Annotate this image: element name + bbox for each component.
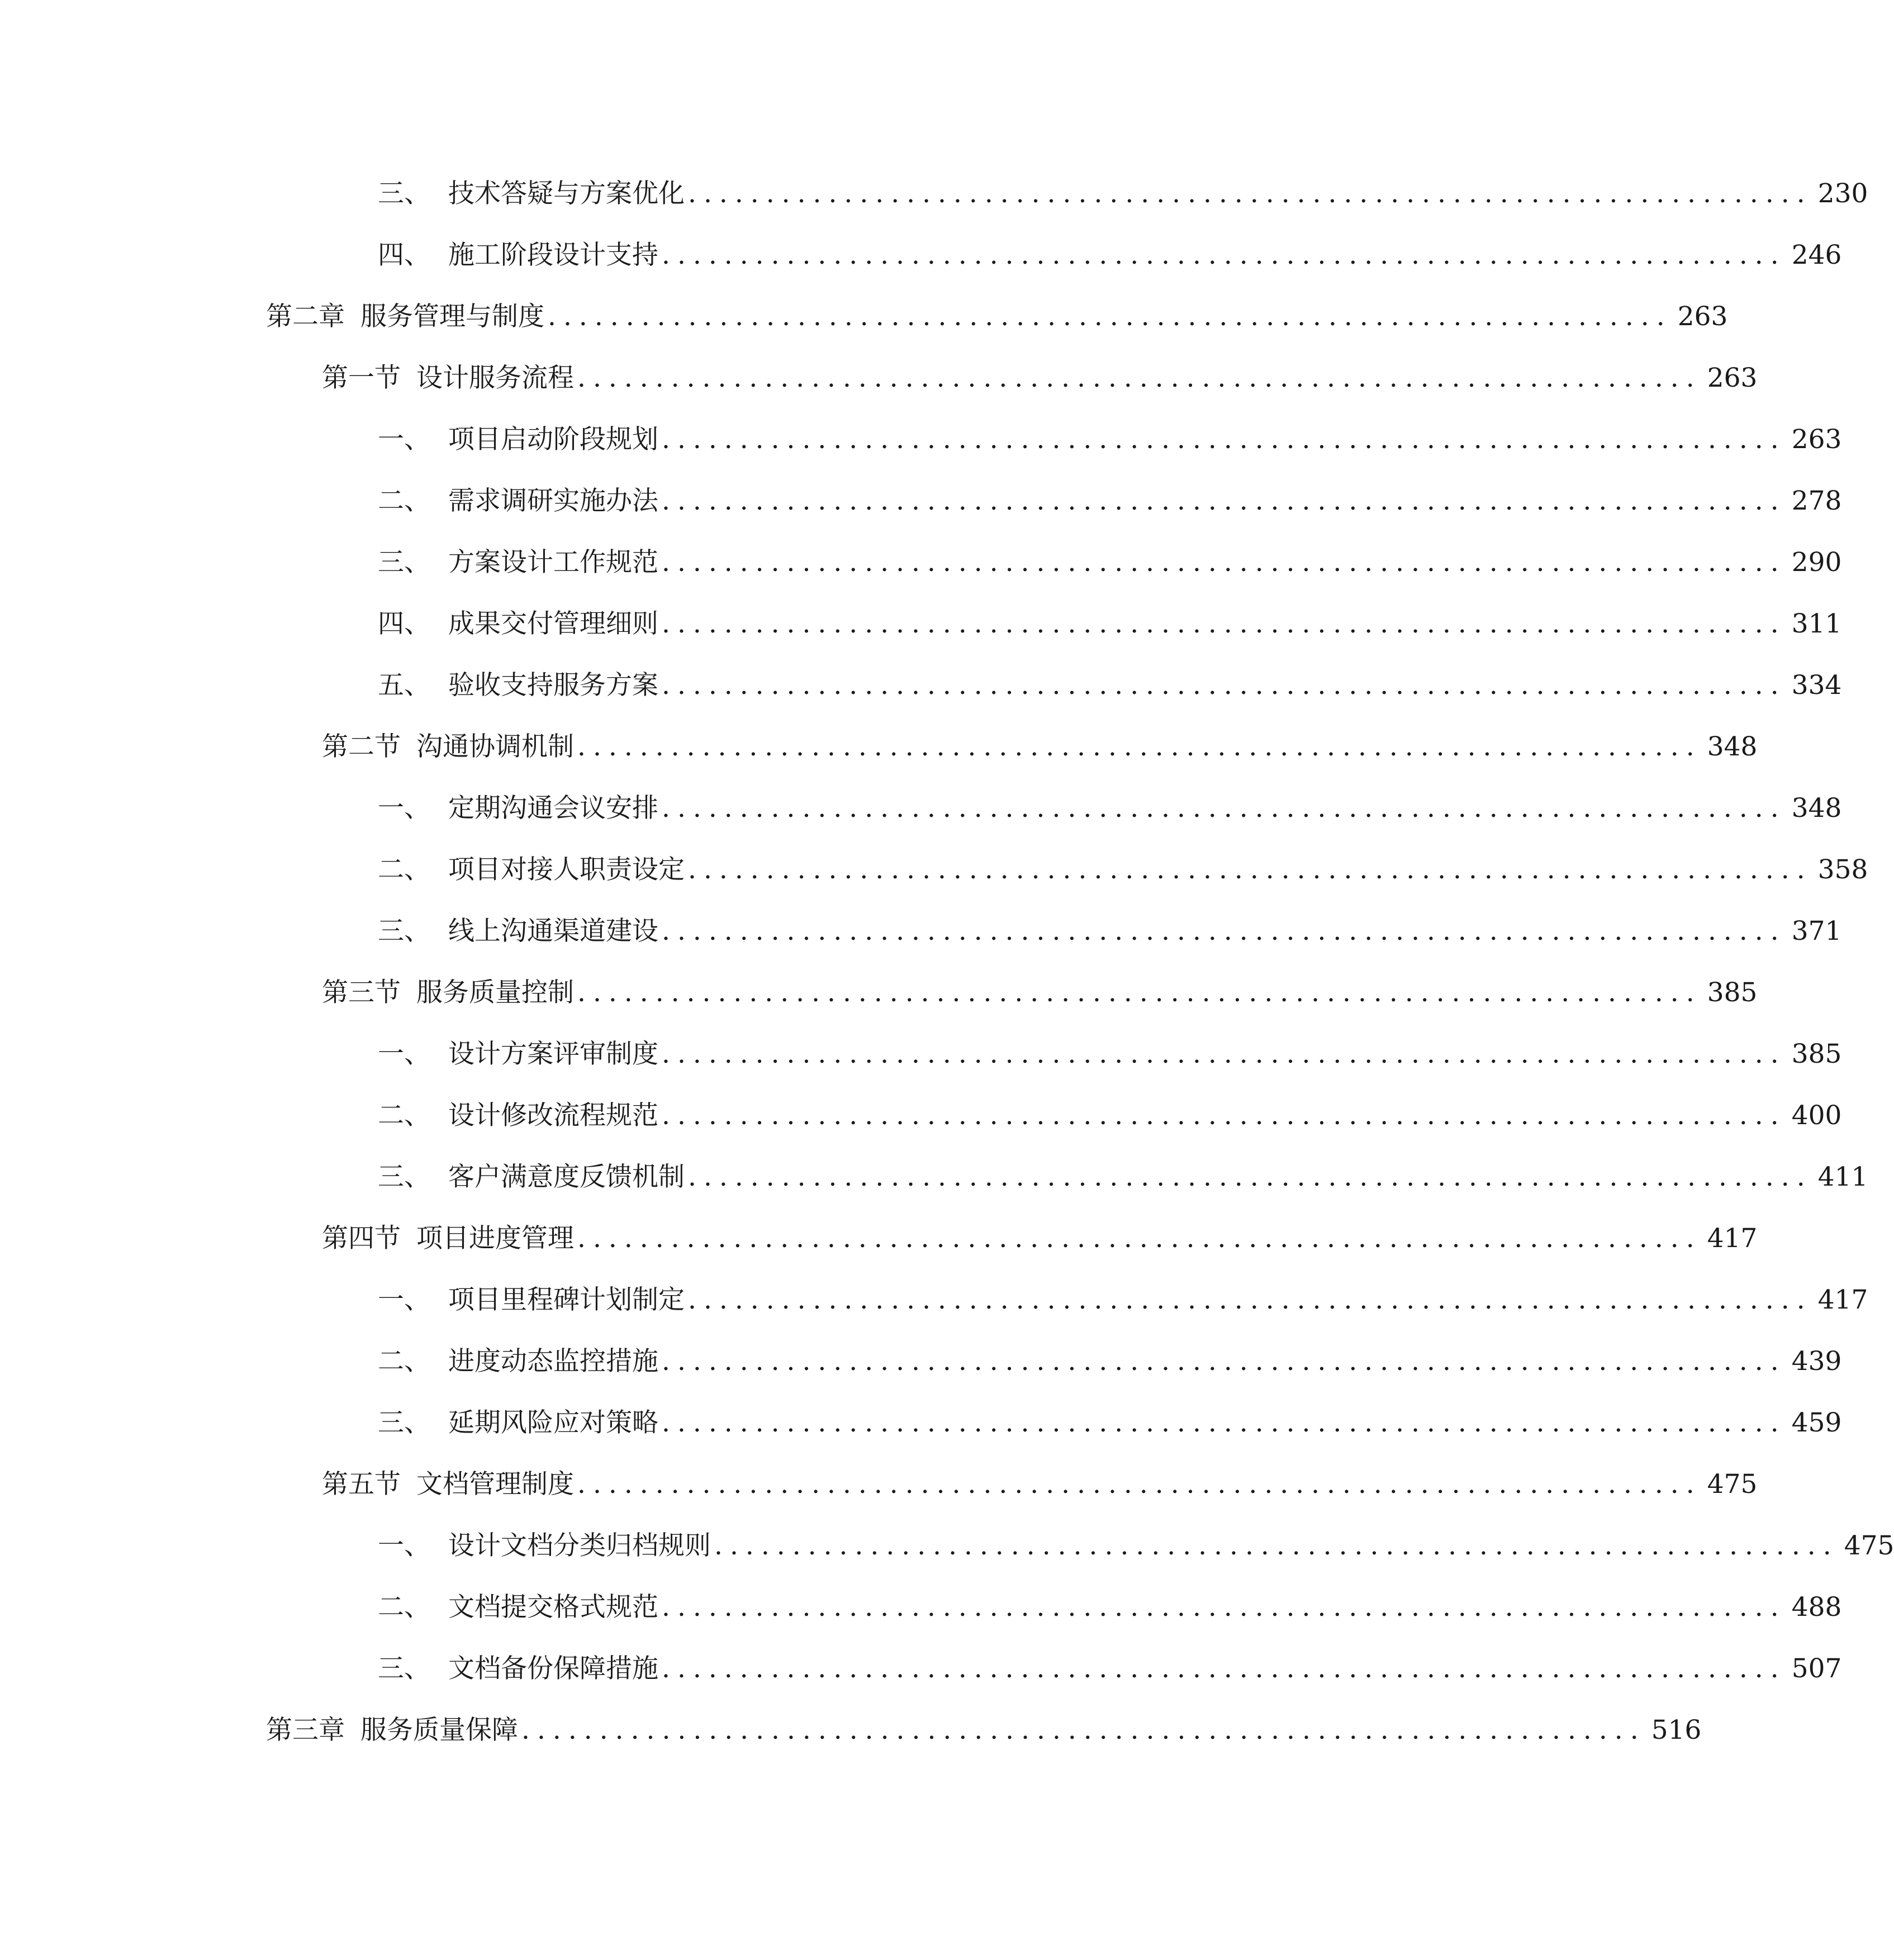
toc-entry[interactable] [378,162,1868,209]
dot-leader: ........................................................................ [577,1469,1702,1500]
dot-leader: ........................................................................ [662,1592,1786,1623]
toc-entry-page: 459 [1791,1407,1842,1438]
toc-entry-title: 服务质量控制 [416,977,574,1008]
toc-entry[interactable] [322,346,1758,393]
toc-entry[interactable] [378,469,1842,516]
toc-entry-title: 项目进度管理 [416,1223,574,1254]
dot-leader: ........................................................................ [662,1653,1786,1684]
toc-entry[interactable] [266,285,1728,332]
toc-entry-marker: 一、 [378,1285,430,1315]
dot-leader: ........................................................................ [548,301,1672,332]
dot-leader: ........................................................................ [662,424,1786,455]
toc-entry-page: 488 [1791,1592,1842,1623]
toc-entry-marker: 二、 [378,1346,430,1377]
toc-entry-page: 475 [1844,1530,1894,1561]
toc-entry-page: 348 [1791,793,1842,824]
toc-entry-marker: 二、 [378,486,430,516]
toc-entry[interactable] [378,1330,1842,1377]
toc-entry-page: 230 [1817,178,1868,209]
toc-entry-page: 417 [1707,1223,1758,1254]
toc-entry[interactable] [378,1391,1842,1438]
dot-leader: ........................................................................ [688,178,1812,209]
toc-entry-title: 成果交付管理细则 [448,608,658,639]
toc-entry-marker: 一、 [378,793,430,824]
toc-entry-marker: 三、 [378,1162,430,1192]
toc-entry-page: 417 [1817,1285,1868,1315]
toc-entry-page: 263 [1707,363,1758,393]
toc-entry-marker: 二、 [378,854,430,885]
toc-entry[interactable] [378,1084,1842,1131]
dot-leader: ........................................................................ [662,1407,1786,1438]
toc-entry-title: 设计服务流程 [416,363,574,393]
toc-entry[interactable] [378,838,1868,885]
toc-entry-marker: 第五节 [322,1469,401,1500]
toc-entry-title: 文档管理制度 [416,1469,574,1500]
dot-leader: ........................................................................ [662,240,1786,270]
toc-entry-marker: 第一节 [322,363,401,393]
toc-entry-page: 246 [1791,240,1842,270]
toc-entry-title: 进度动态监控措施 [448,1346,658,1377]
dot-leader: ........................................................................ [521,1715,1646,1745]
toc-entry[interactable] [322,1207,1758,1254]
toc-entry-title: 技术答疑与方案优化 [448,178,685,209]
toc-entry[interactable] [378,531,1842,578]
toc-entry-page: 516 [1651,1715,1702,1745]
toc-entry-title: 服务质量保障 [360,1715,518,1745]
toc-entry-marker: 一、 [378,1039,430,1069]
toc-entry-title: 文档提交格式规范 [448,1592,658,1623]
toc-entry[interactable] [378,654,1842,701]
dot-leader: ........................................................................ [577,731,1702,762]
toc-entry[interactable] [322,715,1758,762]
toc-entry-marker: 第二章 [266,301,345,332]
toc-entry-title: 延期风险应对策略 [448,1407,658,1438]
toc-entry-marker: 三、 [378,1407,430,1438]
dot-leader: ........................................................................ [577,977,1702,1008]
dot-leader: ........................................................................ [662,608,1786,639]
toc-entry[interactable] [378,777,1842,824]
toc-entry[interactable] [378,408,1842,455]
toc-entry-title: 方案设计工作规范 [448,547,658,578]
toc-entry-page: 311 [1791,608,1842,639]
toc-entry-page: 348 [1707,731,1758,762]
toc-entry-marker: 三、 [378,547,430,578]
toc-entry-title: 施工阶段设计支持 [448,240,658,270]
toc-entry-title: 验收支持服务方案 [448,670,658,701]
dot-leader: ........................................................................ [688,1162,1812,1192]
toc-entry-title: 需求调研实施办法 [448,486,658,516]
toc-entry-marker: 三、 [378,1653,430,1684]
toc-entry[interactable] [378,1145,1868,1192]
dot-leader: ........................................................................ [662,1346,1786,1377]
toc-entry-marker: 五、 [378,670,430,701]
toc-entry-title: 线上沟通渠道建设 [448,916,658,946]
toc-entry-marker: 第二节 [322,731,401,762]
toc-entry-marker: 二、 [378,1592,430,1623]
toc-entry[interactable] [378,900,1842,946]
toc-entry-page: 358 [1817,854,1868,885]
dot-leader: ........................................................................ [662,793,1786,824]
toc-entry-page: 411 [1817,1162,1868,1192]
dot-leader: ........................................................................ [662,486,1786,516]
toc-entry-page: 290 [1791,547,1842,578]
toc-entry-marker: 三、 [378,178,430,209]
toc-entry-page: 385 [1707,977,1758,1008]
toc-entry[interactable] [378,1268,1868,1315]
toc-entry[interactable] [322,1453,1758,1500]
toc-entry[interactable] [378,592,1842,639]
dot-leader: ........................................................................ [714,1530,1839,1561]
dot-leader: ........................................................................ [662,547,1786,578]
toc-entry[interactable] [378,1637,1842,1684]
toc-entry[interactable] [378,1514,1894,1561]
toc-entry-page: 400 [1791,1100,1842,1131]
toc-entry-page: 371 [1791,916,1842,946]
toc-entry-marker: 第三节 [322,977,401,1008]
toc-entry-title: 定期沟通会议安排 [448,793,658,824]
toc-entry-marker: 四、 [378,608,430,639]
toc-entry[interactable] [322,961,1758,1008]
toc-entry-title: 客户满意度反馈机制 [448,1162,685,1192]
dot-leader: ........................................................................ [688,854,1812,885]
toc-entry-page: 334 [1791,670,1842,701]
toc-entry-title: 文档备份保障措施 [448,1653,658,1684]
toc-entry-page: 263 [1791,424,1842,455]
dot-leader: ........................................................................ [688,1285,1812,1315]
toc-entry-page: 278 [1791,486,1842,516]
toc-entry-marker: 四、 [378,240,430,270]
toc-entry-title: 项目里程碑计划制定 [448,1285,685,1315]
toc-entry-title: 设计文档分类归档规则 [448,1530,711,1561]
toc-entry[interactable] [266,1699,1702,1745]
toc-entry-title: 服务管理与制度 [360,301,544,332]
toc-entry-page: 439 [1791,1346,1842,1377]
toc-entry-marker: 第三章 [266,1715,345,1745]
toc-entry-page: 475 [1707,1469,1758,1500]
dot-leader: ........................................................................ [662,670,1786,701]
toc-entry-marker: 一、 [378,1530,430,1561]
dot-leader: ........................................................................ [662,1100,1786,1131]
toc-entry-marker: 三、 [378,916,430,946]
toc-entry-title: 项目启动阶段规划 [448,424,658,455]
dot-leader: ........................................................................ [662,916,1786,946]
toc-entry-marker: 二、 [378,1100,430,1131]
toc-entry-marker: 第四节 [322,1223,401,1254]
toc-entry-title: 设计方案评审制度 [448,1039,658,1069]
dot-leader: ........................................................................ [577,363,1702,393]
toc-entry[interactable] [378,1022,1842,1069]
toc-entry-title: 设计修改流程规范 [448,1100,658,1131]
dot-leader: ........................................................................ [662,1039,1786,1069]
toc-entry-title: 沟通协调机制 [416,731,574,762]
toc-entry-page: 263 [1677,301,1728,332]
toc-entry-page: 385 [1791,1039,1842,1069]
toc-entry[interactable] [378,223,1842,270]
toc-entry-title: 项目对接人职责设定 [448,854,685,885]
toc-entry[interactable] [378,1576,1842,1623]
dot-leader: ........................................................................ [577,1223,1702,1254]
toc-entry-marker: 一、 [378,424,430,455]
toc-entry-page: 507 [1791,1653,1842,1684]
